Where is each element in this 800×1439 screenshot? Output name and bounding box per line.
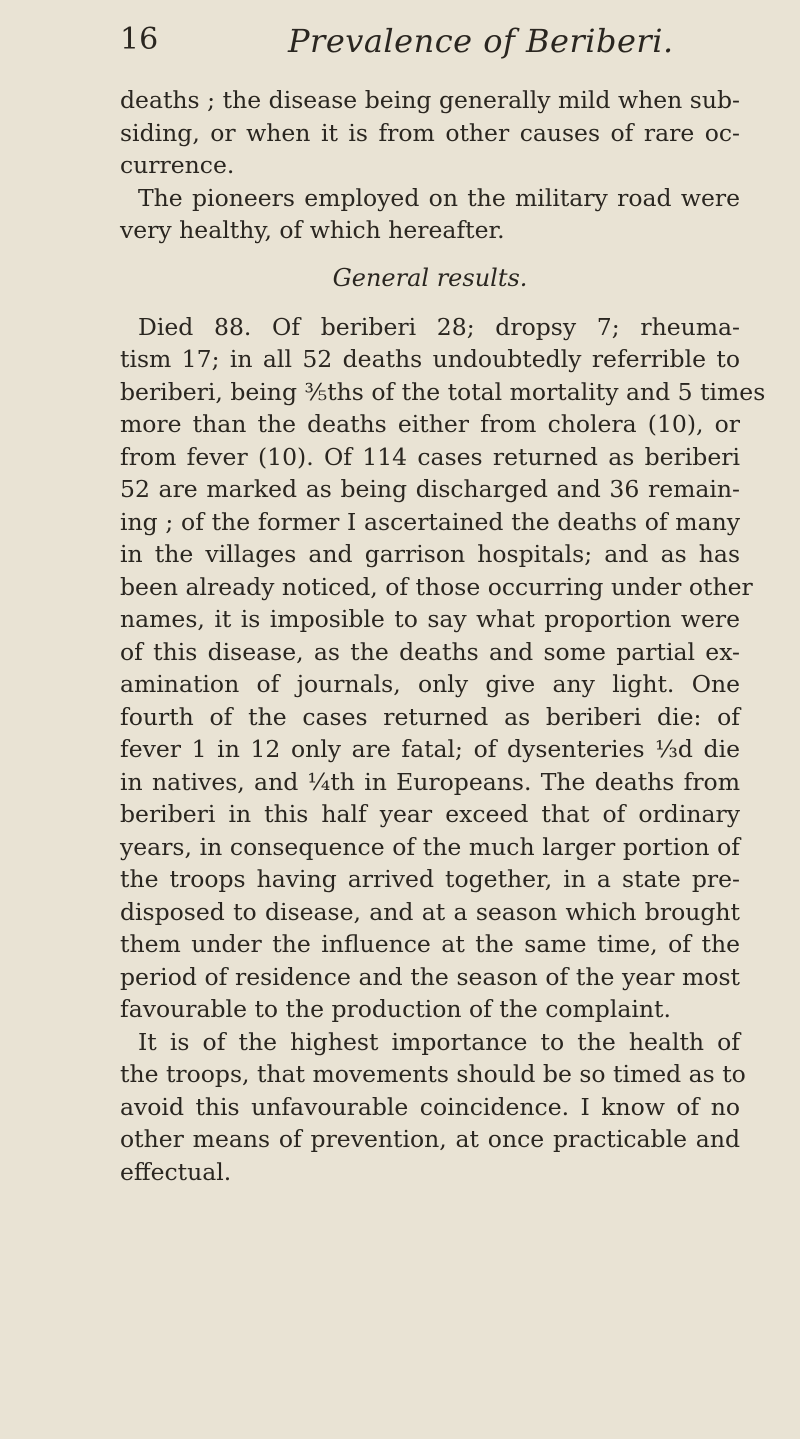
text-line: deaths ; the disease being generally mild when sub- — [120, 86, 740, 114]
text-line: in natives, and ¼th in Europeans. The deaths from — [120, 767, 740, 796]
paragraph-4 — [120, 1026, 746, 1189]
text-line: 52 are marked as being discharged and 36 remain- — [120, 475, 740, 503]
text-line: been already noticed, of those occurring under other — [120, 572, 753, 601]
text-line: effectual. — [120, 1157, 232, 1186]
paragraph-3 — [120, 311, 766, 1026]
text-line: currence. — [120, 151, 235, 179]
text-line: siding, or when it is from other causes of rare oc- — [120, 118, 740, 147]
text-line: very healthy, of which hereafter. — [120, 216, 505, 244]
text-line: Died 88. Of beriberi 28; dropsy 7; rheuma- — [138, 312, 740, 341]
text-line: in the villages and garrison hospitals; and as has — [120, 540, 740, 568]
text-line: years, in consequence of the much larger portion of — [120, 832, 740, 861]
text-line: ing ; of the former I ascertained the deaths of many — [120, 507, 740, 536]
text-line: names, it is imposible to say what proportion were — [120, 605, 740, 633]
running-title: Prevalence of Beriberi. — [288, 22, 674, 60]
paragraph-1 — [120, 84, 740, 182]
text-line: It is of the highest importance to the health of — [138, 1027, 740, 1056]
text-line: more than the deaths either from cholera (10), or — [120, 410, 740, 438]
text-line: them under the influence at the same time, of the — [120, 930, 740, 958]
text-line: the troops having arrived together, in a state pre- — [120, 865, 740, 893]
text-line: beriberi in this half year exceed that of ordinary — [120, 800, 740, 828]
paragraph-2 — [120, 182, 740, 247]
body-text — [120, 84, 766, 1188]
text-line: from fever (10). Of 114 cases returned as beriberi — [120, 442, 740, 471]
section-heading: General results. — [332, 263, 528, 292]
text-line: disposed to disease, and at a season which brought — [120, 897, 740, 926]
text-line: period of residence and the season of the year most — [120, 962, 740, 991]
text-line: fourth of the cases returned as beriberi die: of — [120, 702, 740, 731]
text-line: tism 17; in all 52 deaths undoubtedly referrible to — [120, 345, 740, 373]
text-line: beriberi, being ⅗ths of the total mortality and 5 times — [120, 377, 766, 406]
text-line: of this disease, as the deaths and some partial ex- — [120, 637, 740, 666]
text-line: favourable to the production of the complaint. — [120, 995, 671, 1023]
text-line: The pioneers employed on the military road were — [138, 183, 740, 212]
page-number: 16 — [120, 22, 159, 57]
text-line: the troops, that movements should be so timed as to — [120, 1060, 746, 1088]
page-header — [120, 22, 760, 62]
text-line: fever 1 in 12 only are fatal; of dysenteries ⅓d die — [120, 735, 740, 763]
text-line: amination of journals, only give any light. One — [120, 670, 740, 698]
text-line: other means of prevention, at once practicable and — [120, 1125, 740, 1153]
text-line: avoid this unfavourable coincidence. I know of no — [120, 1092, 740, 1121]
